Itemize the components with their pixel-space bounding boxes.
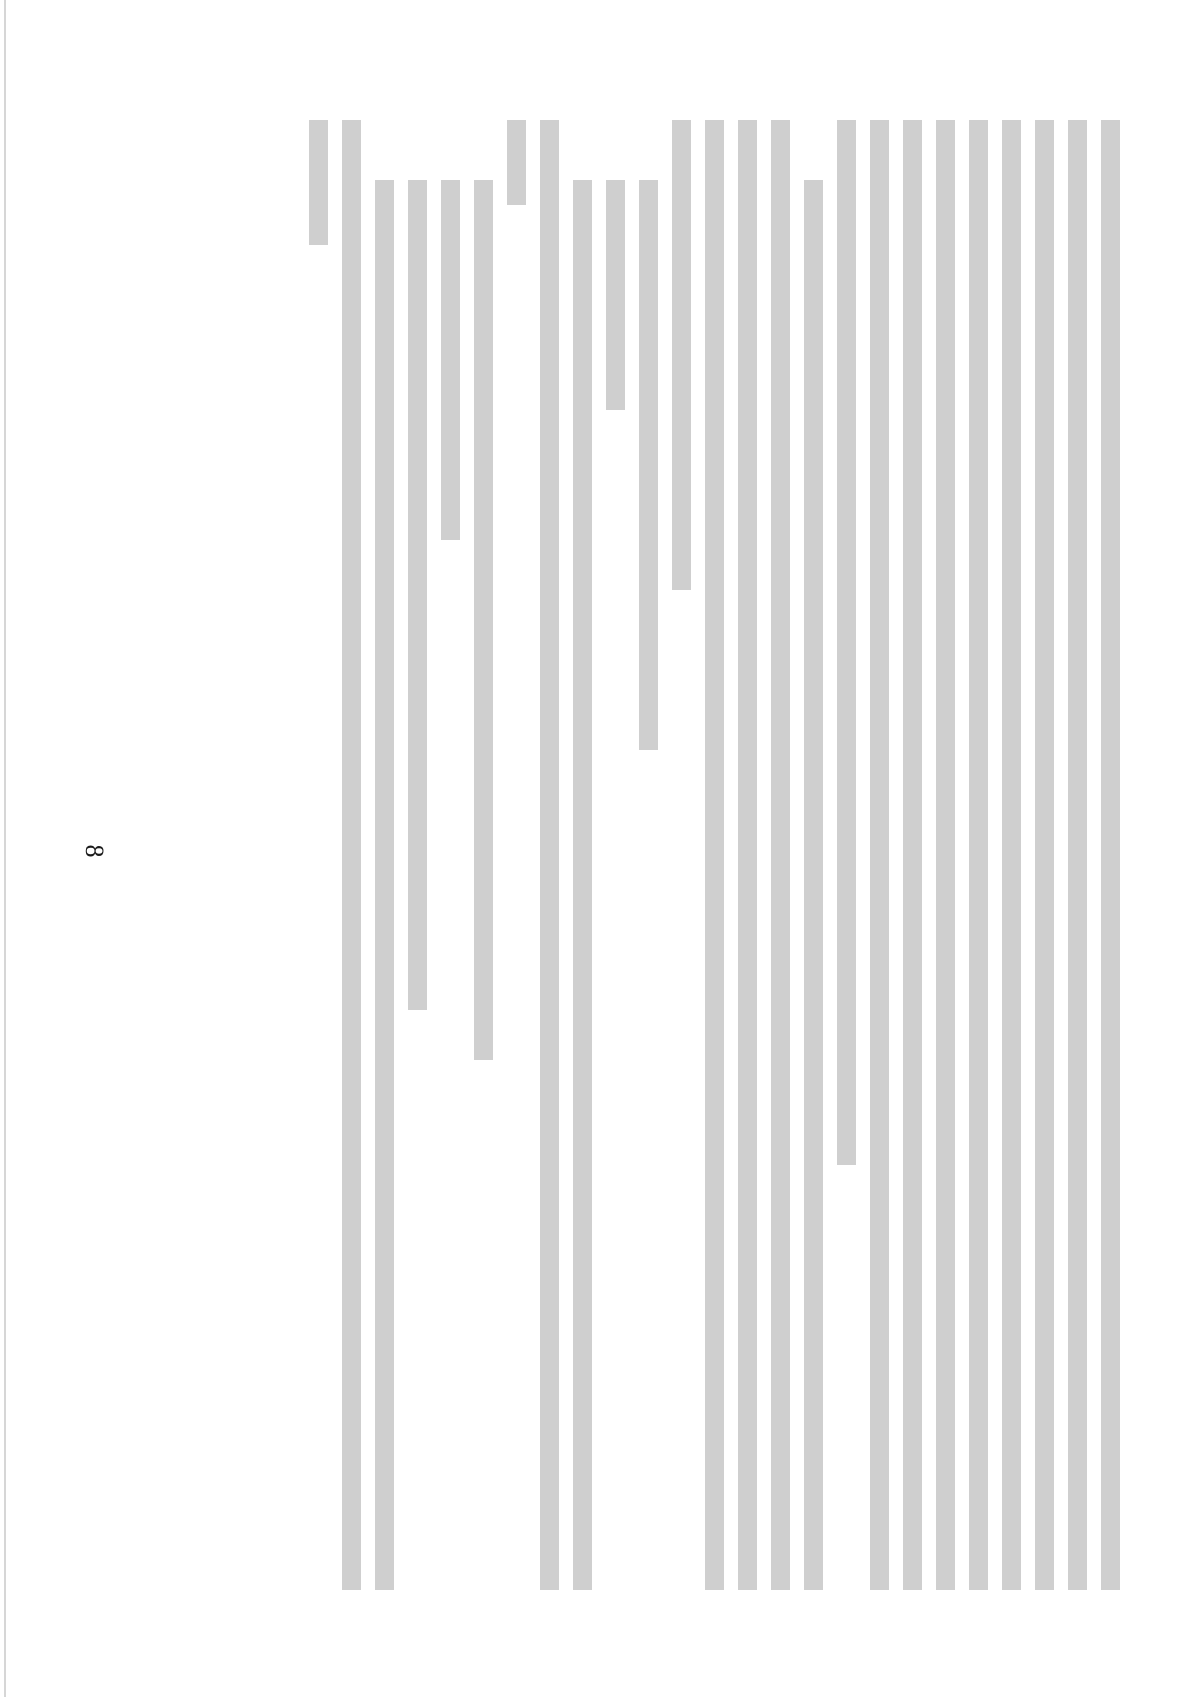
text-body bbox=[130, 120, 1120, 1590]
text-line bbox=[804, 180, 823, 1590]
text-line bbox=[507, 120, 526, 205]
text-line bbox=[639, 180, 658, 750]
text-line bbox=[1002, 120, 1021, 1590]
text-line bbox=[441, 180, 460, 540]
text-line bbox=[375, 180, 394, 1590]
text-line bbox=[705, 120, 724, 1590]
text-line bbox=[771, 120, 790, 1590]
scan-edge bbox=[4, 0, 6, 1697]
text-line bbox=[936, 120, 955, 1590]
text-line bbox=[1101, 120, 1120, 1590]
text-line bbox=[540, 120, 559, 1590]
text-line bbox=[738, 120, 757, 1590]
text-line bbox=[903, 120, 922, 1590]
text-line bbox=[969, 120, 988, 1590]
text-line bbox=[837, 120, 856, 1165]
text-line bbox=[474, 180, 493, 1060]
text-line bbox=[672, 120, 691, 590]
text-line bbox=[870, 120, 889, 1590]
text-line bbox=[1068, 120, 1087, 1590]
text-line bbox=[1035, 120, 1054, 1590]
text-line bbox=[342, 120, 361, 1590]
page-number: 8 bbox=[80, 844, 109, 858]
text-line bbox=[408, 180, 427, 1010]
text-line bbox=[573, 180, 592, 1590]
text-line bbox=[309, 120, 328, 245]
text-line bbox=[606, 180, 625, 410]
